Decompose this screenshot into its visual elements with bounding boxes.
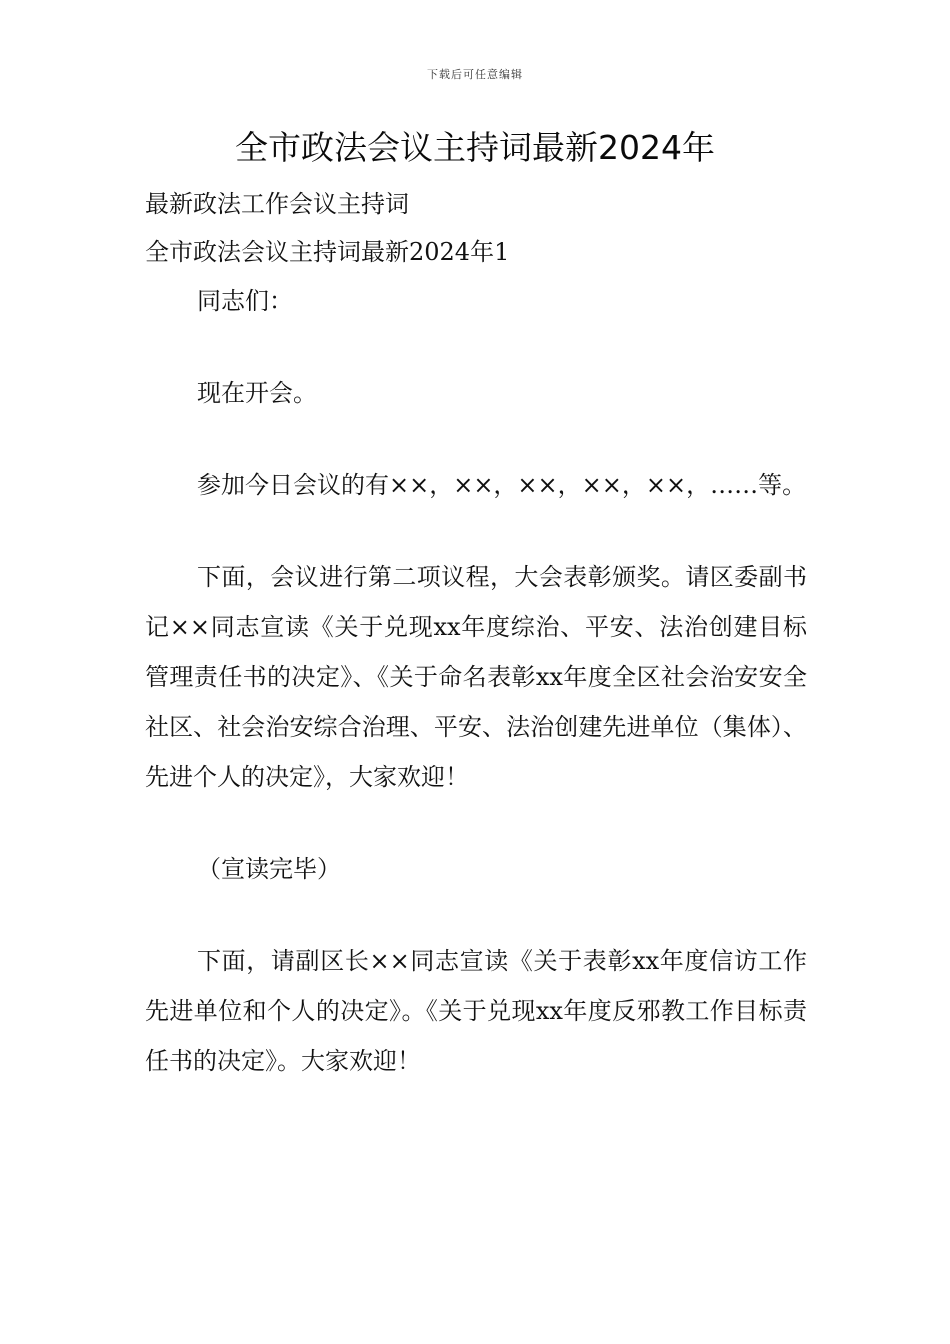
paragraph-spacer xyxy=(145,894,807,936)
paragraph-attendees: 参加今日会议的有××，××，××，××，××，……等。 xyxy=(197,471,807,499)
subtitle-line: 全市政法会议主持词最新2024年1 xyxy=(145,238,510,266)
paragraph-spacer xyxy=(145,802,807,844)
paragraph-opening: 现在开会。 xyxy=(197,379,317,407)
paragraph-petition-awards: 下面，请副区长××同志宣读《关于表彰xx年度信访工作先进单位和个人的决定》。《关于兑现xx年度反邪教工作目标责任书的决定》。大家欢迎！ xyxy=(145,947,807,1075)
paragraph-greeting: 同志们： xyxy=(197,287,293,315)
paragraph-reading-complete: （宣读完毕） xyxy=(197,855,341,883)
header-note: 下载后可任意编辑 xyxy=(427,68,523,81)
paragraph-spacer xyxy=(145,418,807,460)
paragraph-spacer xyxy=(145,326,807,368)
paragraph-agenda-awards: 下面，会议进行第二项议程，大会表彰颁奖。请区委副书记××同志宣读《关于兑现xx年度综治、平安、法治创建目标管理责任书的决定》、《关于命名表彰xx年度全区社会治安安全社区、社会治安综合治理、平安、法治创建先进单位（集体）、先进个人的决定》，大家欢迎！ xyxy=(145,563,807,791)
paragraph-spacer xyxy=(145,510,807,552)
subtitle-line: 最新政法工作会议主持词 xyxy=(145,190,409,218)
document-title: 全市政法会议主持词最新2024年 xyxy=(235,128,715,167)
document-body xyxy=(145,180,807,1086)
